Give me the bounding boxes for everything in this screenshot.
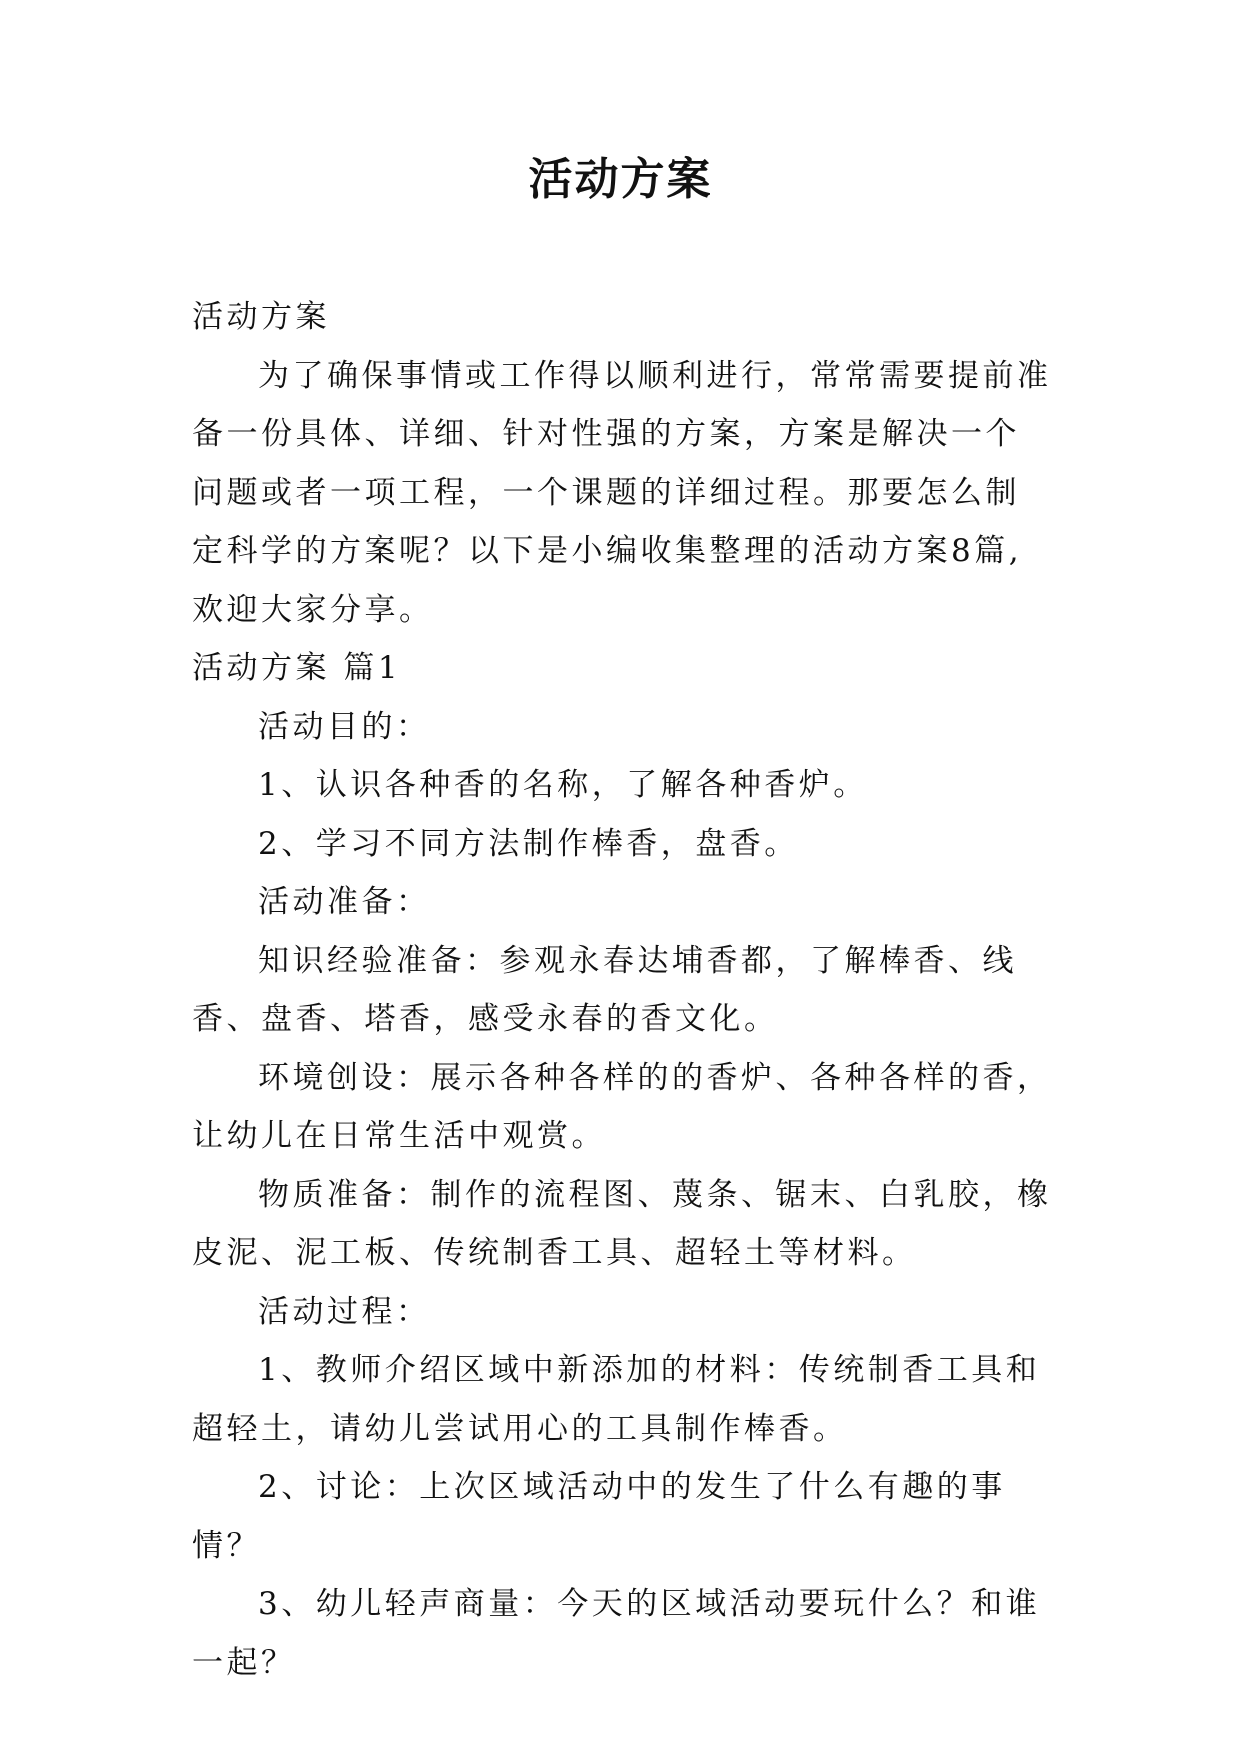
paragraph-goal-heading: 活动目的：: [258, 708, 431, 745]
paragraph-intro: 为了确保事情或工作得以顺利进行，常常需要提前准备一份具体、详细、针对性强的方案，方案是解决一个问题或者一项工程，一个课题的详细过程。那要怎么制定科学的方案呢？以下是小编收集整理的活动方案8篇,欢迎大家分享。: [192, 357, 1052, 628]
paragraph-prep-knowledge: 知识经验准备：参观永春达埔香都，了解棒香、线香、盘香、塔香，感受永春的香文化。: [192, 942, 1017, 1037]
document-body: [192, 288, 1052, 1692]
paragraph-prep-materials: 物质准备：制作的流程图、蔑条、锯末、白乳胶，橡皮泥、泥工板、传统制香工具、超轻土等材料。: [192, 1176, 1052, 1271]
paragraph-process-heading: 活动过程：: [258, 1293, 431, 1330]
paragraph-heading: 活动方案: [192, 299, 330, 335]
paragraph-goal-2: 2、学习不同方法制作棒香，盘香。: [258, 825, 799, 862]
paragraph-goal-1: 1、认识各种香的名称，了解各种香炉。: [258, 767, 868, 803]
section-heading: 活动方案 篇1: [192, 650, 402, 686]
paragraph-prep-environment: 环境创设：展示各种各样的的香炉、各种各样的香，让幼儿在日常生活中观赏。: [192, 1059, 1052, 1154]
document-title: 活动方案: [528, 154, 713, 205]
paragraph-prep-heading: 活动准备：: [258, 884, 431, 920]
paragraph-process-3: 3、幼儿轻声商量：今天的区域活动要玩什么？和谁一起？: [192, 1586, 1041, 1681]
paragraph-process-2: 2、讨论：上次区域活动中的发生了什么有趣的事情？: [192, 1469, 1006, 1564]
paragraph-process-1: 1、教师介绍区域中新添加的材料：传统制香工具和超轻土，请幼儿尝试用心的工具制作棒香。: [192, 1352, 1041, 1447]
